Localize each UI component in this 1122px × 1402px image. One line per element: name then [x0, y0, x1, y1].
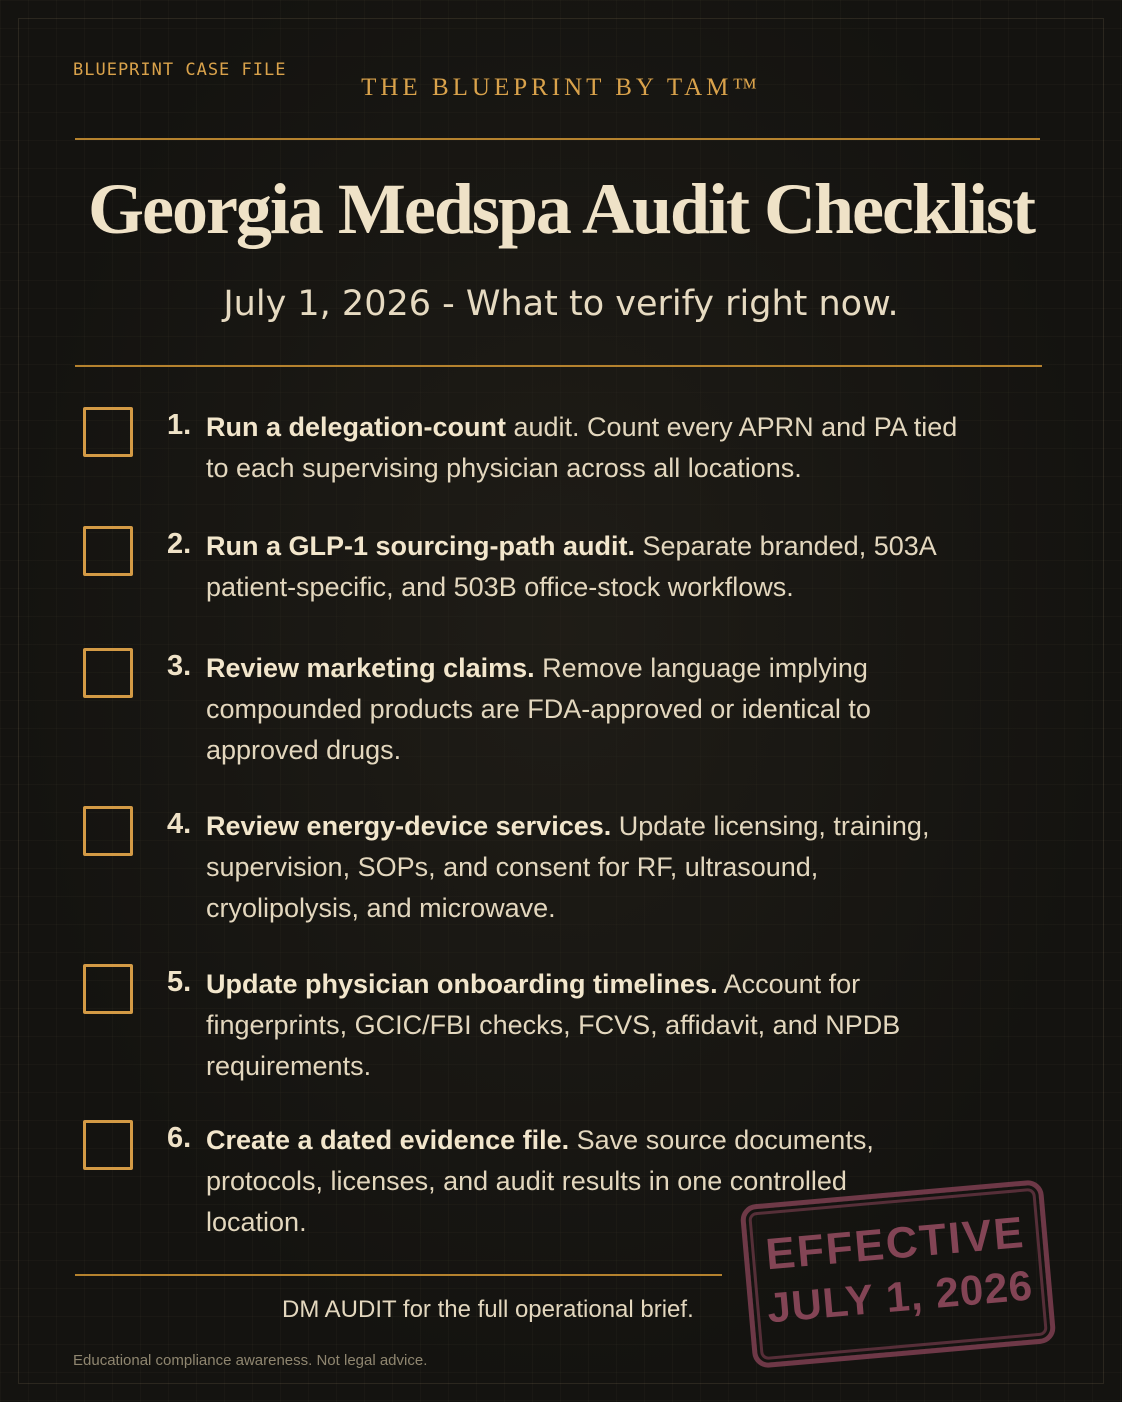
item-text: [206, 648, 906, 771]
checkbox-4[interactable]: [83, 806, 133, 856]
page-title: Georgia Medspa Audit Checklist: [87, 169, 1035, 249]
checkbox-3[interactable]: [83, 648, 133, 698]
header-divider: [75, 365, 1042, 367]
footer-divider: [75, 1274, 722, 1276]
disclaimer: Educational compliance awareness. Not legal advice.: [73, 1352, 428, 1369]
item-body: audit. Count every APRN and PA tied to each supervising physician across all locations.: [206, 412, 958, 483]
item-number: 4.: [167, 808, 192, 840]
item-lead: Review marketing claims.: [206, 653, 535, 683]
top-divider: [75, 138, 1040, 140]
item-lead: Create a dated evidence file.: [206, 1125, 570, 1155]
call-to-action: DM AUDIT for the full operational brief.: [282, 1296, 694, 1323]
item-body: Account for fingerprints, GCIC/FBI checks, FCVS, affidavit, and NPDB requirements.: [206, 969, 901, 1081]
item-text: [206, 526, 966, 608]
item-text: [206, 806, 966, 929]
item-lead: Run a GLP-1 sourcing-path audit.: [206, 531, 636, 561]
checkbox-1[interactable]: [83, 407, 133, 457]
item-text: [206, 407, 966, 489]
brand-name: THE BLUEPRINT BY TAM™: [361, 74, 761, 101]
page-subtitle: July 1, 2026 - What to verify right now.: [223, 284, 899, 324]
checkbox-2[interactable]: [83, 526, 133, 576]
item-number: 1.: [167, 409, 192, 441]
item-lead: Review energy-device services.: [206, 811, 612, 841]
item-number: 3.: [167, 650, 192, 682]
checkbox-6[interactable]: [83, 1120, 133, 1170]
item-number: 2.: [167, 528, 192, 560]
item-lead: Update physician onboarding timelines.: [206, 969, 718, 999]
item-lead: Run a delegation-count: [206, 412, 506, 442]
checkbox-5[interactable]: [83, 964, 133, 1014]
item-number: 5.: [167, 966, 192, 998]
stamp-line-1: EFFECTIVE: [763, 1207, 1027, 1280]
item-body: Separate branded, 503A patient-specific, and 503B office-stock workflows.: [206, 531, 936, 602]
stamp-line-2: JULY 1, 2026: [765, 1261, 1035, 1332]
item-body: Update licensing, training, supervision, SOPs, and consent for RF, ultrasound, cryolipolysis, and microwave.: [206, 811, 930, 923]
item-body: Remove language implying compounded products are FDA-approved or identical to approved drugs.: [206, 653, 871, 765]
item-number: 6.: [167, 1122, 192, 1154]
case-file-label: BLUEPRINT CASE FILE: [73, 60, 287, 80]
item-body: Save source documents, protocols, licenses, and audit results in one controlled location.: [206, 1125, 874, 1237]
item-text: [206, 964, 926, 1087]
effective-date-stamp: [739, 1179, 1056, 1369]
